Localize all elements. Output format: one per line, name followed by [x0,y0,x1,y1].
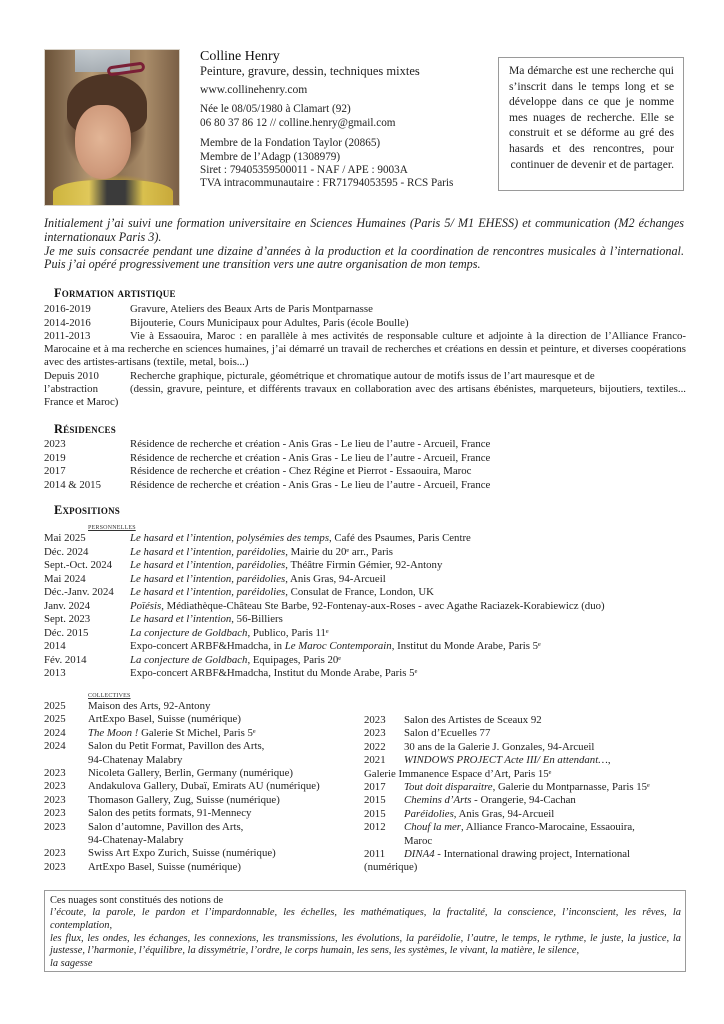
exhibition-venue: , Médiathèque-Château Ste Barbe, 92-Fontenay-aux-Roses - avec Agathe Raciazek-Korabiewicz (duo) [161,599,605,612]
exhibition-text [404,741,686,754]
exhibition-venue: , [607,754,611,767]
collective-exhibition-row [364,781,686,794]
exhibition-date: Déc.-Janv. 2024 [44,586,114,598]
exhibition-text [404,781,686,794]
notions-paragraph: l’écoute, la parole, le pardon et l’impardonnable, les échelles, les mathématiques, la fractalité, la conscience, l’inconscient, les rêves, la contemplation, [50,907,681,931]
exhibition-year: 2011 [364,848,386,861]
exhibition-venue-continued: 94-Chatenay-Malabry [88,834,184,847]
collective-exhibitions-left-column [44,700,364,875]
residence-date: 2019 [44,451,66,464]
formation-text: Vie à Essaouira, Maroc : en parallèle à mes activités de responsable culture et adjointe à la direction de l’Alliance Franco-Marocaine et à ma recherche en sciences humaines, j’ai démarré un travail de recherches et créations en dessin et peinture, et diverses coopérations avec des artistes-artisans (textile, metal, bois...) [44,330,686,369]
siret-info: Siret : 79405359500011 - NAF / APE : 9003A [200,164,408,177]
residence-row [44,452,686,466]
residence-date: 2014 & 2015 [44,478,101,491]
exhibition-title: La conjecture de Goldbach [130,653,248,666]
exhibition-venue: Andakulova Gallery, Dubaï, Emirats AU (numérique) [88,780,320,793]
exhibition-year: 2017 [364,781,386,794]
notions-body [50,907,681,971]
collective-exhibition-row [44,780,364,793]
intro-paragraph: Je me suis consacrée pendant une dizaine d’années à la production et la coordination de rencontres musicales à l’international. Puis j’ai opéré progressivement une transition vers une autre organisation de mon temps. [44,243,684,272]
collective-exhibition-row [364,808,686,821]
section-title: Formation artistique [54,286,176,300]
exhibition-text [404,727,686,740]
exhibition-venue-continued: Galerie Immanence Espace d’Art, Paris 15ᵉ [364,767,552,780]
exhibition-title: Le Maroc Contemporain [284,640,392,652]
exhibition-year: 2025 [44,713,66,726]
formation-text-continued: (dessin, gravure, peinture, et différents travaux en collaboration avec des artisans ébénistes, marqueteurs, bijoutiers, textiles... France et Maroc) [44,382,686,409]
exhibition-title: Le hasard et l’intention, paréidolies [130,572,286,585]
exhibition-title: Chemins d’Arts [404,794,472,807]
exhibition-venue: - Orangerie, 94-Cachan [471,794,576,807]
exhibition-venue: 30 ans de la Galerie J. Gonzales, 94-Arcueil [404,740,595,753]
section-title: Expositions [54,503,120,517]
exhibition-date: Sept.-Oct. 2024 [44,559,113,571]
artist-name: Colline Henry [200,49,280,64]
exhibition-year: 2024 [44,740,66,753]
birth-info: Née le 08/05/1980 à Clamart (92) [200,103,351,116]
formation-row [44,330,686,370]
exhibition-venue: , Anis Gras, 94-Arcueil [285,572,386,585]
exhibition-venue-continued: (numérique) [364,861,418,874]
exhibition-venue: Salon d’Ecuelles 77 [404,727,491,740]
exhibition-year: 2023 [44,780,66,793]
exhibition-title: WINDOWS PROJECT Acte III/ En attendant… [404,754,608,767]
exhibition-venue: - International drawing project, International [434,848,631,861]
exhibition-title: DINA4 [404,848,435,861]
exhibition-text [130,613,686,627]
personal-exhibition-row [44,586,686,600]
membership-taylor: Membre de la Fondation Taylor (20865) [200,137,381,150]
exhibition-date: Sept. 2023 [44,613,91,625]
photo-shirt [53,180,173,206]
exhibition-venue: Galerie St Michel, Paris 5ᵉ [138,726,256,739]
exhibition-venue: Thomason Gallery, Zug, Suisse (numérique) [88,793,280,806]
exhibition-text [130,600,686,614]
residence-text: Résidence de recherche et création - Anis Gras - Le lieu de l’autre - Arcueil, France [130,438,491,450]
residence-row [44,479,686,493]
collective-exhibition-row [44,700,364,713]
exhibition-year: 2023 [44,847,66,860]
section-title: Résidences [54,422,116,436]
exhibition-year: 2023 [364,714,386,726]
residence-text: Résidence de recherche et création - Anis Gras - Le lieu de l’autre - Arcueil, France [130,478,491,491]
exhibition-venue: Salon des petits formats, 91-Mennecy [88,807,252,820]
exhibition-text [88,700,364,713]
membership-adagp: Membre de l’Adagp (1308979) [200,150,341,163]
personal-exhibition-row [44,600,686,614]
exhibition-year: 2023 [44,860,66,873]
exhibition-text [130,654,686,668]
section-formation [44,286,686,409]
exhibition-date: Mai 2024 [44,572,86,585]
section-expositions [44,503,686,681]
exhibition-text [130,586,686,600]
personal-exhibition-row [44,573,686,587]
personal-exhibition-row [44,559,686,573]
exhibition-prefix: Expo-concert ARBF&Hmadcha, in [130,640,285,652]
exhibition-year: 2021 [364,754,386,767]
residence-date: 2023 [44,438,66,450]
exhibition-text [88,861,364,874]
exhibition-venue: ArtExpo Basel, Suisse (numérique) [88,860,241,873]
residence-text: Résidence de recherche et création - Anis Gras - Le lieu de l’autre - Arcueil, France [130,451,491,464]
exhibition-text [88,727,364,740]
personal-exhibition-row [44,546,686,560]
personal-exhibition-row [44,654,686,668]
exhibition-date: Janv. 2024 [44,599,91,612]
tva-info: TVA intracommunautaire : FR71794053595 - RCS Paris [200,177,454,190]
exhibition-venue: , Alliance Franco-Marocaine, Essaouira, [460,821,635,834]
exhibition-venue: Salon du Petit Format, Pavillon des Arts, [88,740,265,753]
personal-exhibition-row [44,640,686,654]
exhibition-year: 2025 [44,700,66,712]
artist-statement-box: Ma démarche est une recherche qui s’inscrit dans le temps long et se développe dans ce que je nomme mes nuages de recherche. Elle se construit et se déforme au gré des hasards et des rencontres, pour continuer de devenir et de partager. [498,57,684,191]
exhibition-year: 2023 [364,727,386,740]
collective-exhibition-row [44,821,364,848]
exhibition-text [130,640,686,654]
exhibition-text [88,740,364,767]
collective-exhibition-row [44,740,364,767]
formation-text: Recherche graphique, picturale, géométrique et chromatique autour de motifs issus de l’art mauresque et de [130,369,595,382]
exhibition-venue: Swiss Art Expo Zurich, Suisse (numérique) [88,847,276,860]
exhibition-venue: , Galerie du Montparnasse, Paris 15ᵉ [492,781,650,794]
exhibition-text [130,667,686,681]
collective-exhibition-row [44,713,364,726]
intro-text [44,217,684,272]
exhibition-date: Déc. 2015 [44,626,89,639]
artist-disciplines: Peinture, gravure, dessin, techniques mixtes [200,64,420,78]
exhibition-venue: Salon des Artistes de Sceaux 92 [404,714,542,726]
collective-exhibition-row [364,754,686,781]
exhibition-title: The Moon ! [88,726,139,739]
exhibition-date: Mai 2025 [44,532,86,544]
exhibition-year: 2015 [364,807,386,820]
exhibition-venue: , Institut du Monde Arabe, Paris 5ᵉ [391,640,541,652]
exhibition-title: Le hasard et l’intention [130,613,232,625]
exhibition-venue: Maison des Arts, 92-Antony [88,700,211,712]
exhibition-title: Tout doit disparaitre [404,781,493,794]
collective-exhibition-row [44,794,364,807]
exhibition-venue-continued: 94-Chatenay Malabry [88,753,183,766]
section-collective-exhibitions [44,688,686,875]
exhibition-text [130,546,686,560]
exhibition-venue: Nicoleta Gallery, Berlin, Germany (numérique) [88,767,293,780]
subsection-title-collectives: collectives [88,689,131,699]
exhibition-year: 2023 [44,793,66,806]
exhibition-year: 2023 [44,820,66,833]
exhibition-text [130,627,686,641]
collective-exhibition-row [364,821,686,848]
exhibition-venue: , Anis Gras, 94-Arcueil [453,807,555,820]
exhibition-year: 2012 [364,821,386,834]
residence-date: 2017 [44,465,66,477]
exhibition-year: 2024 [44,726,66,739]
exhibition-venue: , Mairie du 20ᵉ arr., Paris [285,545,393,558]
formation-text: Gravure, Ateliers des Beaux Arts de Paris Montparnasse [130,303,373,315]
exhibition-text [88,780,364,793]
exhibition-text [404,808,686,821]
exhibition-venue: , 56-Billiers [231,613,283,625]
formation-row [44,370,686,410]
exhibition-title: La conjecture de Goldbach [130,626,248,639]
formation-date: Depuis 2010 [44,369,99,382]
exhibition-prefix: Expo-concert ARBF&Hmadcha, Institut du Monde Arabe, Paris 5ᵉ [130,667,418,679]
residence-row [44,465,686,479]
exhibition-text [88,767,364,780]
exhibition-venue: , Equipages, Paris 20ᵉ [247,653,342,666]
exhibition-text [130,573,686,587]
exhibition-date: 2013 [44,667,66,679]
exhibition-title: Le hasard et l’intention, polysémies des temps [130,532,330,544]
collective-exhibition-row [364,741,686,754]
collective-exhibitions-right-column [364,714,686,875]
exhibition-year: 2023 [44,807,66,820]
exhibition-title: Le hasard et l’intention, paréidolies [130,545,286,558]
portrait-photo [44,49,180,206]
website-link[interactable]: www.collinehenry.com [200,83,308,96]
collective-exhibition-row [364,848,686,875]
exhibition-text [88,794,364,807]
exhibition-date: 2014 [44,640,66,652]
personal-exhibition-row [44,667,686,681]
collective-exhibition-row [44,847,364,860]
formation-date: 2016-2019 [44,303,91,315]
formation-row [44,317,686,331]
exhibition-text [88,713,364,726]
contact-info[interactable]: 06 80 37 86 12 // colline.henry@gmail.com [200,116,396,129]
exhibition-title: Paréidolies [404,807,454,820]
exhibition-date: Fév. 2014 [44,653,87,666]
notions-paragraph: les flux, les ondes, les échanges, les connexions, les transmissions, les évolutions, la paréidolie, l’autre, le temps, le rythme, le juste, la justice, la justesse, l’harmonie, l’équilibre, la dissymétrie, l’ordre, le corps humain, les sens, les systèmes, le vivant, la matière, le silence, [50,932,681,957]
residence-text: Résidence de recherche et création - Chez Régine et Pierrot - Essaouira, Maroc [130,465,472,477]
exhibition-text [88,847,364,860]
photo-face [75,105,131,179]
exhibition-title: Chouf la mer [404,821,461,834]
notions-lead: Ces nuages sont constitués des notions de [50,895,224,906]
collective-exhibition-row [44,727,364,740]
exhibition-venue: , Café des Psaumes, Paris Centre [329,532,471,544]
exhibition-venue: Salon d’automne, Pavillon des Arts, [88,820,244,833]
formation-date: 2014-2016 [44,316,91,329]
section-residences [44,422,686,492]
exhibition-venue: , Consulat de France, London, UK [285,586,434,598]
exhibition-text [88,821,364,848]
personal-exhibition-row [44,532,686,546]
exhibition-title: Le hasard et l’intention, paréidolies [130,586,286,598]
formation-text: Bijouterie, Cours Municipaux pour Adultes, Paris (école Boulle) [130,316,409,329]
exhibition-text [130,532,686,546]
personal-exhibition-row [44,613,686,627]
exhibition-text [404,794,686,807]
formation-row [44,303,686,317]
subsection-title-personnelles: personnelles [88,521,136,531]
exhibition-venue: , Publico, Paris 11ᵉ [247,626,329,639]
exhibition-year: 2022 [364,740,386,753]
collective-exhibition-row [364,794,686,807]
collective-exhibition-row [44,767,364,780]
intro-paragraph: Initialement j’ai suivi une formation universitaire en Sciences Humaines (Paris 5/ M1 EHESS) et communication (M2 échanges internationaux Paris 3). [44,216,684,244]
collective-exhibition-row [364,714,686,727]
exhibition-text [130,559,686,573]
exhibition-year: 2023 [44,767,66,780]
exhibition-venue: , Théâtre Firmin Gémier, 92-Antony [285,559,443,571]
personal-exhibitions-list [44,532,686,681]
formation-date: 2011-2013 [44,330,91,342]
formation-date-continued: l’abstraction [44,382,98,395]
exhibition-text [88,807,364,820]
exhibition-date: Déc. 2024 [44,545,89,558]
exhibition-title: Poïésis [130,599,162,612]
exhibition-title: Le hasard et l’intention, paréidolies [130,559,286,571]
collective-exhibition-row [44,861,364,874]
residence-row [44,438,686,452]
notions-box [44,890,686,972]
exhibition-year: 2015 [364,794,386,807]
collective-exhibition-row [364,727,686,740]
notions-paragraph: la sagesse [50,958,93,970]
exhibition-venue-continued: Maroc [404,834,433,847]
exhibition-text [404,821,686,848]
exhibition-text [404,714,686,727]
collective-exhibition-row [44,807,364,820]
personal-exhibition-row [44,627,686,641]
identity-block [200,49,490,191]
exhibition-venue: ArtExpo Basel, Suisse (numérique) [88,713,241,726]
